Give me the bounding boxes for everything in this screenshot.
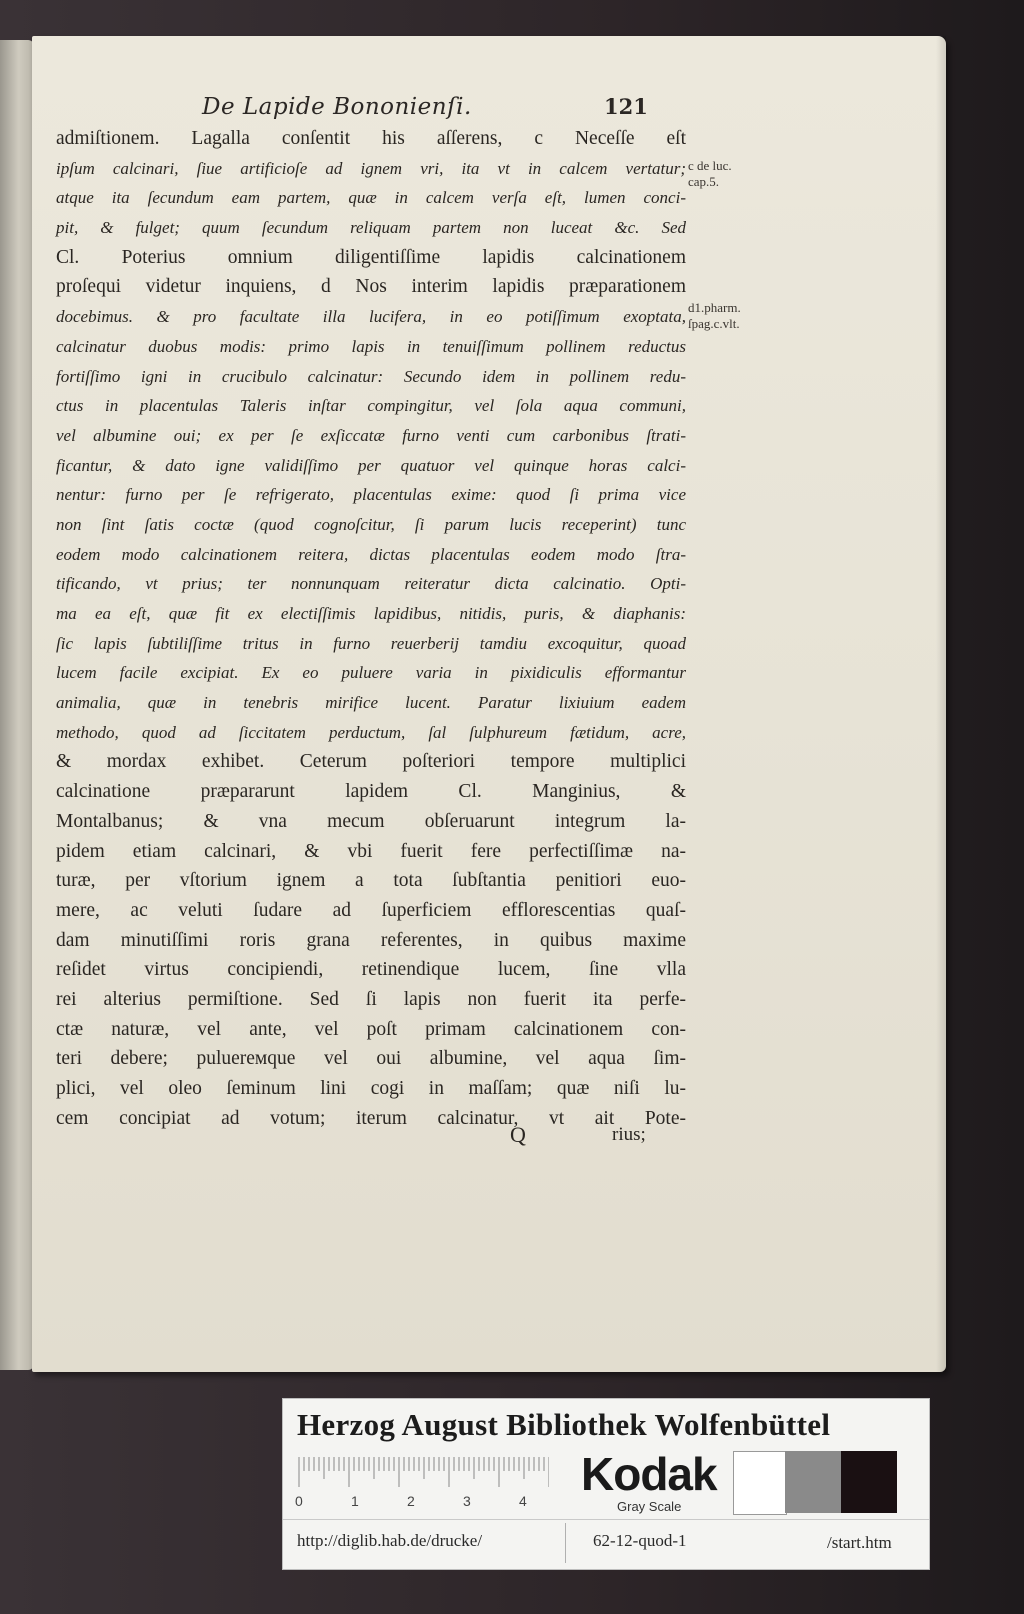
text-line: non ſint ſatis coctæ (quod cognoſcitur, ſi parum lucis receperint) tunc <box>56 514 686 534</box>
text-line: plici, vel oleo ſeminum lini cogi in maſſam; quæ niſi lu- <box>56 1078 686 1099</box>
swatch-white <box>733 1451 787 1515</box>
margin-note: cap.5. <box>688 174 720 189</box>
card-shelfmark: 62-12-quod-1 <box>593 1531 687 1550</box>
text-line: fortiſſimo igni in crucibulo calcinatur: Secundo idem in pollinem redu- <box>56 366 686 386</box>
text-line: Montalbanus; & vna mecum obſeruarunt integrum la- <box>56 810 686 832</box>
text-line: ipſum calcinari, ſiue artificioſe ad ignem vri, ita vt in calcem vertatur; <box>56 158 686 178</box>
ruler-number: 2 <box>407 1493 415 1509</box>
card-divider <box>565 1523 566 1563</box>
page-fold-shadow <box>936 36 946 1372</box>
text-line: rei alterius permiſtione. Sed ſi lapis non fuerit ita perfe- <box>56 988 686 1010</box>
text-line: & mordax exhibet. Ceterum poſteriori tempore multiplici <box>56 751 686 773</box>
ruler-number: 1 <box>351 1493 359 1509</box>
text-line: teri debere; puluereмque vel oui albumine, vel aqua ſim- <box>56 1048 686 1070</box>
text-line: pidem etiam calcinari, & vbi fuerit fere perfectiſſimæ na- <box>56 840 686 862</box>
library-name: Herzog August Bibliothek Wolfenbüttel <box>297 1407 831 1442</box>
card-url: http://diglib.hab.de/drucke/ <box>297 1531 483 1550</box>
swatch-gray <box>785 1451 841 1513</box>
text-line: mere, ac veluti ſudare ad ſuperficiem efflorescentias quaſ- <box>56 899 686 921</box>
text-line: vel albumine oui; ex per ſe exſiccatæ furno venti cum carbonibus ſtrati- <box>56 425 686 445</box>
text-line: nentur: furno per ſe refrigerato, placentulas exime: quod ſi prima vice <box>56 485 686 505</box>
text-line: animalia, quæ in tenebris mirifice lucent. Paratur lixiuium eadem <box>56 693 686 713</box>
swatch-black <box>841 1451 897 1513</box>
margin-note: c de luc. <box>688 158 732 173</box>
ruler-number: 4 <box>519 1493 527 1509</box>
text-line: dam minutiſſimi roris grana referentes, in quibus maxime <box>56 929 686 951</box>
text-line: eodem modo calcinationem reitera, dictas placentulas eodem modo ſtra- <box>56 544 686 564</box>
gray-scale-label: Gray Scale <box>617 1499 682 1514</box>
margin-note: d1.pharm. <box>688 300 741 315</box>
text-line: tificando, vt prius; ter nonnunquam reiteratur dicta calcinatio. Opti- <box>56 574 686 594</box>
text-line: ficantur, & dato igne validiſſimo per quatuor vel quinque horas calci- <box>56 455 686 475</box>
text-line: atque ita ſecundum eam partem, quæ in calcem verſa eſt, lumen conci- <box>56 188 686 208</box>
text-line: pit, & fulget; quum ſecundum reliquam partem non luceat &c. Sed <box>56 218 686 238</box>
text-line: docebimus. & pro facultate illa lucifera, in eo potiſſimum exoptata, <box>56 307 686 327</box>
text-line: ctæ naturæ, vel ante, vel poſt primam calcinationem con- <box>56 1018 686 1040</box>
text-line: turæ, per vſtorium ignem a tota ſubſtantia penitiori euo- <box>56 870 686 892</box>
text-line: ſic lapis ſubtiliſſime tritus in furno reuerberij tamdiu excoquitur, quoad <box>56 633 686 653</box>
text-line: cem concipiat ad votum; iterum calcinatur, vt ait Pote- <box>56 1107 686 1129</box>
text-line: ctus in placentulas Taleris inſtar compingitur, vel ſola aqua communi, <box>56 396 686 416</box>
card-start-page: /start.htm <box>827 1533 892 1552</box>
ruler-number: 0 <box>295 1493 303 1509</box>
running-head: De Lapide Bononienſi. <box>202 94 472 120</box>
catchword: rius; <box>612 1124 646 1145</box>
kodak-logo: Kodak <box>581 1448 717 1500</box>
ruler-number: 3 <box>463 1493 471 1509</box>
ruler-scale <box>297 1455 549 1489</box>
text-line: Cl. Poterius omnium diligentiſſime lapidis calcinationem <box>56 246 686 268</box>
text-line: lucem facile excipiat. Ex eo puluere varia in pixidiculis efformantur <box>56 663 686 683</box>
text-line: reſidet virtus concipiendi, retinendique lucem, ſine vlla <box>56 959 686 981</box>
text-line: ma ea eſt, quæ fit ex electiſſimis lapidibus, nitidis, puris, & diaphanis: <box>56 604 686 623</box>
signature-mark: Q <box>510 1122 526 1147</box>
text-line: methodo, quod ad ſiccitatem perductum, ſal ſulphureum fætidum, acre, <box>56 722 686 742</box>
card-divider <box>283 1519 929 1520</box>
library-scale-card <box>282 1398 930 1570</box>
ruler-numbers <box>295 1493 555 1513</box>
page-number: 121 <box>604 94 648 119</box>
facing-page-edge <box>0 40 34 1370</box>
text-line: calcinatione præpararunt lapidem Cl. Manginius, & <box>56 781 686 803</box>
body-text <box>56 124 686 1133</box>
margin-note: ſpag.c.vlt. <box>688 316 740 331</box>
text-line: calcinatur duobus modis: primo lapis in tenuiſſimum pollinem reductus <box>56 336 686 356</box>
text-line: proſequi videtur inquiens, d Nos interim lapidis præparationem <box>56 276 686 298</box>
text-line: admiſtionem. Lagalla conſentit his aſſerens, c Neceſſe eſt <box>56 128 686 149</box>
